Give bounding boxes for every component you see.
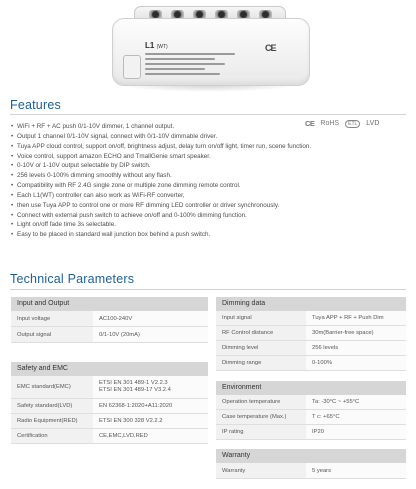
label-line bbox=[145, 73, 220, 75]
device-label bbox=[145, 41, 255, 89]
table-input-output bbox=[11, 297, 208, 343]
row-key: Dimming level bbox=[216, 341, 306, 355]
device-model-name: L1 bbox=[145, 41, 155, 50]
etl-mark-icon: ETL bbox=[345, 120, 360, 128]
row-value: 0/1-10V (20mA) bbox=[93, 327, 208, 342]
row-key: Operation temperature bbox=[216, 395, 306, 409]
table-row bbox=[11, 311, 208, 327]
technical-divider bbox=[10, 289, 406, 290]
table-row bbox=[216, 326, 406, 341]
table-row bbox=[11, 376, 208, 399]
row-value: CE,EMC,LVD,RED bbox=[93, 429, 208, 443]
table-warranty bbox=[216, 449, 406, 479]
row-key: IP rating bbox=[216, 425, 306, 439]
table-row bbox=[11, 399, 208, 414]
row-value: EN 62368-1:2020+A11:2020 bbox=[93, 399, 208, 413]
row-key: Output signal bbox=[11, 327, 93, 342]
technical-heading: Technical Parameters bbox=[10, 272, 135, 286]
label-line bbox=[145, 58, 215, 60]
device-side-marks bbox=[265, 43, 303, 87]
table-environment bbox=[216, 381, 406, 440]
device-ce-mark: CE bbox=[265, 43, 276, 53]
row-key: RF Control distance bbox=[216, 326, 306, 340]
row-key: Certification bbox=[11, 429, 93, 443]
table-row bbox=[11, 414, 208, 429]
lvd-mark-icon: LVD bbox=[366, 120, 380, 127]
row-value: ETSI EN 301 489-1 V2.2.3 ETSI EN 301 489-17 V3.2.4 bbox=[93, 376, 208, 398]
row-value: Ta: -30°C ~ +55°C bbox=[306, 395, 406, 409]
device-model-sub: (WT) bbox=[156, 44, 168, 50]
table-title: Safety and EMC bbox=[11, 362, 208, 376]
features-list bbox=[11, 122, 311, 240]
feature-item: • Light on/off fade time 3s selectable. bbox=[11, 220, 311, 230]
feature-item: • 0-10V or 1-10V output selectable by DIP switch. bbox=[11, 161, 311, 171]
product-image bbox=[104, 6, 314, 94]
row-key: Radio Equipment(RED) bbox=[11, 414, 93, 428]
label-line bbox=[145, 53, 235, 55]
feature-item: • Connect with external push switch to achieve on/off and 0-100% dimming function. bbox=[11, 211, 311, 221]
table-row bbox=[11, 327, 208, 343]
feature-item: • Output 1 channel 0/1-10V signal, connect with 0/1-10V dimmable driver. bbox=[11, 132, 311, 142]
label-line bbox=[145, 68, 205, 70]
table-title: Environment bbox=[216, 381, 406, 395]
row-key: Input voltage bbox=[11, 311, 93, 326]
feature-item: • Voice control, support amazon ECHO and TmallGenie smart speaker. bbox=[11, 152, 311, 162]
table-safety-emc bbox=[11, 362, 208, 444]
feature-item: • WiFi + RF + AC push 0/1-10V dimmer, 1 channel output. bbox=[11, 122, 311, 132]
table-row bbox=[216, 311, 406, 326]
table-row bbox=[216, 463, 406, 479]
table-row bbox=[216, 341, 406, 356]
table-title: Warranty bbox=[216, 449, 406, 463]
row-key: Safety standard(LVD) bbox=[11, 399, 93, 413]
table-row bbox=[216, 356, 406, 371]
row-key: Input signal bbox=[216, 311, 306, 325]
row-key: Warranty bbox=[216, 463, 306, 478]
row-key: Dimming range bbox=[216, 356, 306, 370]
device-body bbox=[112, 18, 310, 86]
row-value: 0-100% bbox=[306, 356, 406, 370]
ce-mark-icon: CE bbox=[305, 119, 315, 128]
label-line bbox=[145, 63, 225, 65]
row-value: 256 levels bbox=[306, 341, 406, 355]
certification-marks bbox=[305, 119, 379, 128]
device-button bbox=[123, 55, 141, 79]
table-dimming-data bbox=[216, 297, 406, 371]
rohs-mark-icon: RoHS bbox=[320, 120, 340, 127]
table-row bbox=[216, 425, 406, 440]
feature-item: • then use Tuya APP to control one or more RF dimming LED controller or driver synchronously. bbox=[11, 201, 311, 211]
features-divider bbox=[10, 114, 406, 115]
feature-item: • Tuya APP cloud control, support on/off, brightness adjust, delay turn on/off light, timer run, scene function. bbox=[11, 142, 311, 152]
row-value: ETSI EN 300 328 V2.2.2 bbox=[93, 414, 208, 428]
table-row bbox=[216, 410, 406, 425]
feature-item: • Compatibility with RF 2.4G single zone or multiple zone dimming remote control. bbox=[11, 181, 311, 191]
device-model bbox=[145, 41, 255, 50]
row-value: AC100-240V bbox=[93, 311, 208, 326]
table-title: Input and Output bbox=[11, 297, 208, 311]
features-heading: Features bbox=[10, 98, 61, 112]
row-value: IP20 bbox=[306, 425, 406, 439]
row-value: 5 years bbox=[306, 463, 406, 478]
row-key: EMC standard(EMC) bbox=[11, 376, 93, 398]
row-value: T c: +65°C bbox=[306, 410, 406, 424]
table-row bbox=[216, 395, 406, 410]
table-row bbox=[11, 429, 208, 444]
row-value: 30m(Barrier-free space) bbox=[306, 326, 406, 340]
feature-item: • Easy to be placed in standard wall junction box behind a push switch. bbox=[11, 230, 311, 240]
row-key: Case temperature (Max.) bbox=[216, 410, 306, 424]
table-title: Dimming data bbox=[216, 297, 406, 311]
feature-item: • 256 levels 0-100% dimming smoothly without any flash. bbox=[11, 171, 311, 181]
feature-item: • Each L1(WT) controller can also work as WiFi-RF converter, bbox=[11, 191, 311, 201]
row-value: Tuya APP + RF + Push Dim bbox=[306, 311, 406, 325]
